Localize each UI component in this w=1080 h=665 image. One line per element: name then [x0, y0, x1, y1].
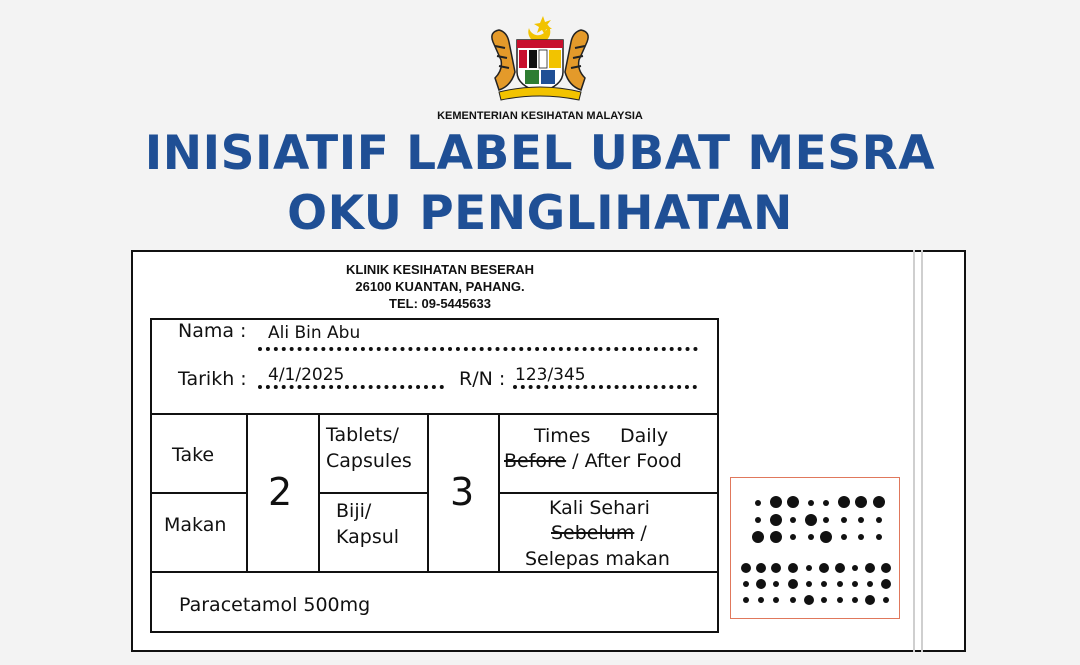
- name-value: Ali Bin Abu: [268, 323, 361, 343]
- take-label-en: Take: [172, 444, 215, 466]
- ministry-name: KEMENTERIAN KESIHATAN MALAYSIA: [437, 110, 643, 122]
- rn-dotted-line: [513, 385, 697, 389]
- food-en-struck: Before: [504, 450, 567, 472]
- name-label: Nama :: [178, 320, 247, 342]
- page-title-line1: INISIATIF LABEL UBAT MESRA: [144, 126, 936, 181]
- clinic-name: KLINIK KESIHATAN BESERAH: [345, 262, 535, 277]
- medicine-name: Paracetamol 500mg: [179, 594, 371, 616]
- dose-frequency: 3: [450, 470, 475, 514]
- date-value: 4/1/2025: [268, 365, 345, 385]
- food-instruction-en: [504, 450, 682, 472]
- label-edge-strip: [913, 250, 923, 652]
- rn-label: R/N :: [459, 368, 506, 390]
- clinic-address: 26100 KUANTAN, PAHANG.: [355, 279, 525, 294]
- braille-icon: [731, 478, 898, 617]
- grid-line: [427, 413, 429, 573]
- grid-line: [150, 571, 719, 573]
- grid-line: [318, 492, 428, 494]
- grid-line: [246, 413, 248, 573]
- food-instruction-ms: [551, 522, 647, 544]
- unit-ms-line1: Biji/: [336, 500, 372, 522]
- date-label: Tarikh :: [178, 368, 247, 390]
- coat-of-arms-icon: [485, 12, 595, 104]
- unit-ms-line2: Kapsul: [336, 526, 400, 548]
- grid-line: [498, 413, 500, 573]
- unit-en-line2: Capsules: [326, 450, 412, 472]
- grid-line: [150, 413, 719, 415]
- grid-line: [318, 413, 320, 573]
- dose-quantity: 2: [268, 470, 293, 514]
- prescription-box: [150, 318, 719, 633]
- date-dotted-line: [258, 385, 444, 389]
- unit-en-line1: Tablets/: [326, 424, 399, 446]
- take-label-ms: Makan: [164, 514, 227, 536]
- braille-box: [730, 477, 900, 619]
- food-ms-rest: Selepas makan: [525, 548, 670, 570]
- clinic-tel: TEL: 09-5445633: [389, 296, 491, 311]
- food-ms-struck: Sebelum: [551, 522, 635, 544]
- freq-en-daily: Daily: [620, 425, 669, 447]
- grid-line: [150, 492, 248, 494]
- page-title-line2: OKU PENGLIHATAN: [287, 186, 793, 241]
- food-en-rest: / After Food: [566, 450, 682, 472]
- rn-value: 123/345: [515, 365, 586, 385]
- name-dotted-line: [258, 347, 698, 351]
- food-ms-sep: /: [634, 522, 647, 544]
- grid-line: [498, 492, 719, 494]
- freq-en-times: Times: [534, 425, 591, 447]
- freq-ms: Kali Sehari: [549, 497, 650, 519]
